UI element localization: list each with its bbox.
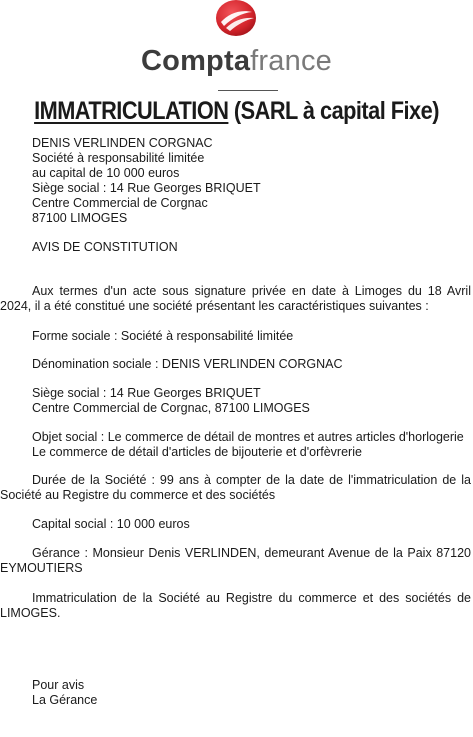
title-underlined: IMMATRICULATION — [34, 97, 229, 125]
brand-name — [0, 44, 473, 78]
management: Gérance : Monsieur Denis VERLINDEN, demeurant Avenue de la Paix 87120 EYMOUTIERS — [0, 546, 471, 575]
intro-paragraph: Aux termes d'un acte sous signature privée en date à Limoges du 18 Avril 2024, il a été constitué une société présentant les caractéristiques suivantes : — [0, 284, 471, 313]
header-line: Siège social : 14 Rue Georges BRIQUET — [32, 181, 261, 195]
legal-form: Forme sociale : Société à responsabilité limitée — [32, 329, 294, 343]
office-line: Siège social : 14 Rue Georges BRIQUET — [32, 386, 261, 400]
notice-heading: AVIS DE CONSTITUTION — [32, 240, 178, 254]
brand-strong: Compta — [141, 45, 251, 77]
header-line: Société à responsabilité limitée — [32, 151, 205, 165]
signature-block — [0, 678, 473, 708]
title-rest: (SARL à capital Fixe) — [228, 97, 439, 125]
page-title — [31, 94, 443, 128]
registration: Immatriculation de la Société au Registre du commerce et des sociétés de LIMOGES. — [0, 591, 471, 620]
company-logo — [0, 0, 473, 84]
signature-line: La Gérance — [32, 693, 98, 707]
office-line: Centre Commercial de Corgnac, 87100 LIMOGES — [32, 401, 310, 415]
header-line: 87100 LIMOGES — [32, 211, 128, 225]
company-name: Dénomination sociale : DENIS VERLINDEN CORGNAC — [32, 357, 343, 371]
company-header — [0, 136, 473, 226]
header-line: Centre Commercial de Corgnac — [32, 196, 208, 210]
company-duration: Durée de la Société : 99 ans à compter de la date de l'immatriculation de la Société au Registre du commerce et des sociétés — [0, 473, 471, 502]
header-line: DENIS VERLINDEN CORGNAC — [32, 136, 213, 150]
share-capital: Capital social : 10 000 euros — [32, 517, 190, 531]
brand-light: france — [250, 45, 332, 77]
registered-office — [0, 386, 473, 416]
business-purpose — [0, 430, 473, 460]
signature-line: Pour avis — [32, 678, 85, 692]
header-line: au capital de 10 000 euros — [32, 166, 180, 180]
purpose-line: Le commerce de détail d'articles de bijouterie et d'orfèvrerie — [32, 445, 362, 459]
title-divider — [218, 90, 278, 91]
purpose-line: Objet social : Le commerce de détail de montres et autres articles d'horlogerie — [32, 430, 464, 444]
comptafrance-logo-icon — [214, 0, 258, 38]
